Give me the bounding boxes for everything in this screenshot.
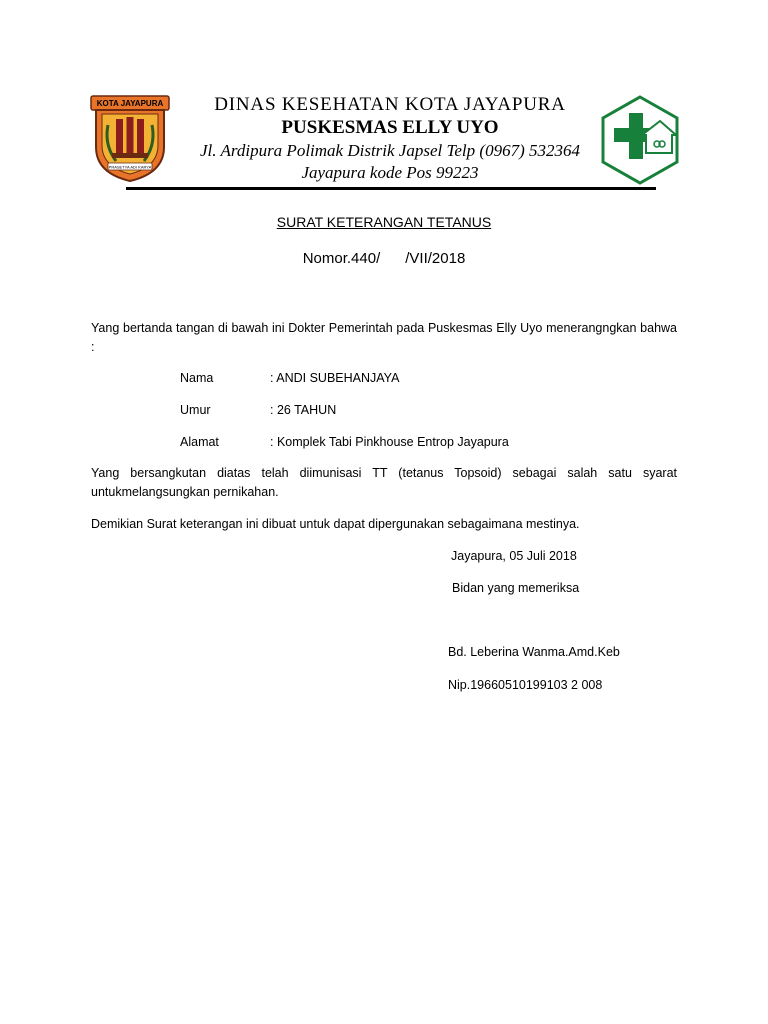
logo-left-top-text: KOTA JAYAPURA — [96, 99, 164, 108]
document-title: SURAT KETERANGAN TETANUS — [276, 214, 492, 230]
field-value: : Komplek Tabi Pinkhouse Entrop Jayapura — [270, 435, 509, 449]
field-label: Alamat — [180, 435, 219, 449]
agency-address: Jl. Ardipura Polimak Distrik Japsel Telp (0967) 532364 — [200, 141, 580, 160]
signature-role: Bidan yang memeriksa — [452, 581, 580, 595]
document-number: Nomor.440/ /VII/2018 — [302, 250, 466, 267]
header-rule — [126, 187, 656, 190]
signature-name: Bd. Leberina Wanma.Amd.Keb — [448, 645, 620, 659]
agency-city-postcode: Jayapura kode Pos 99223 — [301, 163, 479, 182]
statement-paragraph: Yang bersangkutan diatas telah diimunisasi TT (tetanus Topsoid) sebagai salah satu syarat untukmelangsungkan pernikahan. — [91, 466, 677, 499]
agency-name: DINAS KESEHATAN KOTA JAYAPURA — [214, 94, 566, 115]
puskesmas-name: PUSKESMAS ELLY UYO — [281, 117, 499, 138]
intro-paragraph: Yang bertanda tangan di bawah ini Dokter Pemerintah pada Puskesmas Elly Uyo menerangngkan bahwa : — [91, 321, 677, 354]
signature-place-date: Jayapura, 05 Juli 2018 — [451, 549, 577, 563]
letterhead — [180, 94, 600, 184]
signature-nip: Nip.19660510199103 2 008 — [448, 678, 603, 692]
field-label: Umur — [180, 403, 211, 417]
logo-left-bottom-text: PRASETYA ADI KARYA — [108, 164, 152, 170]
puskesmas-emblem-icon — [600, 95, 680, 185]
field-value: : 26 TAHUN — [270, 403, 337, 417]
closing-paragraph: Demikian Surat keterangan ini dibuat untuk dapat dipergunakan sebagaimana mestinya. — [91, 517, 580, 531]
field-label: Nama — [180, 371, 214, 385]
field-value: : ANDI SUBEHANJAYA — [270, 371, 400, 385]
kota-jayapura-emblem-icon — [90, 95, 170, 183]
